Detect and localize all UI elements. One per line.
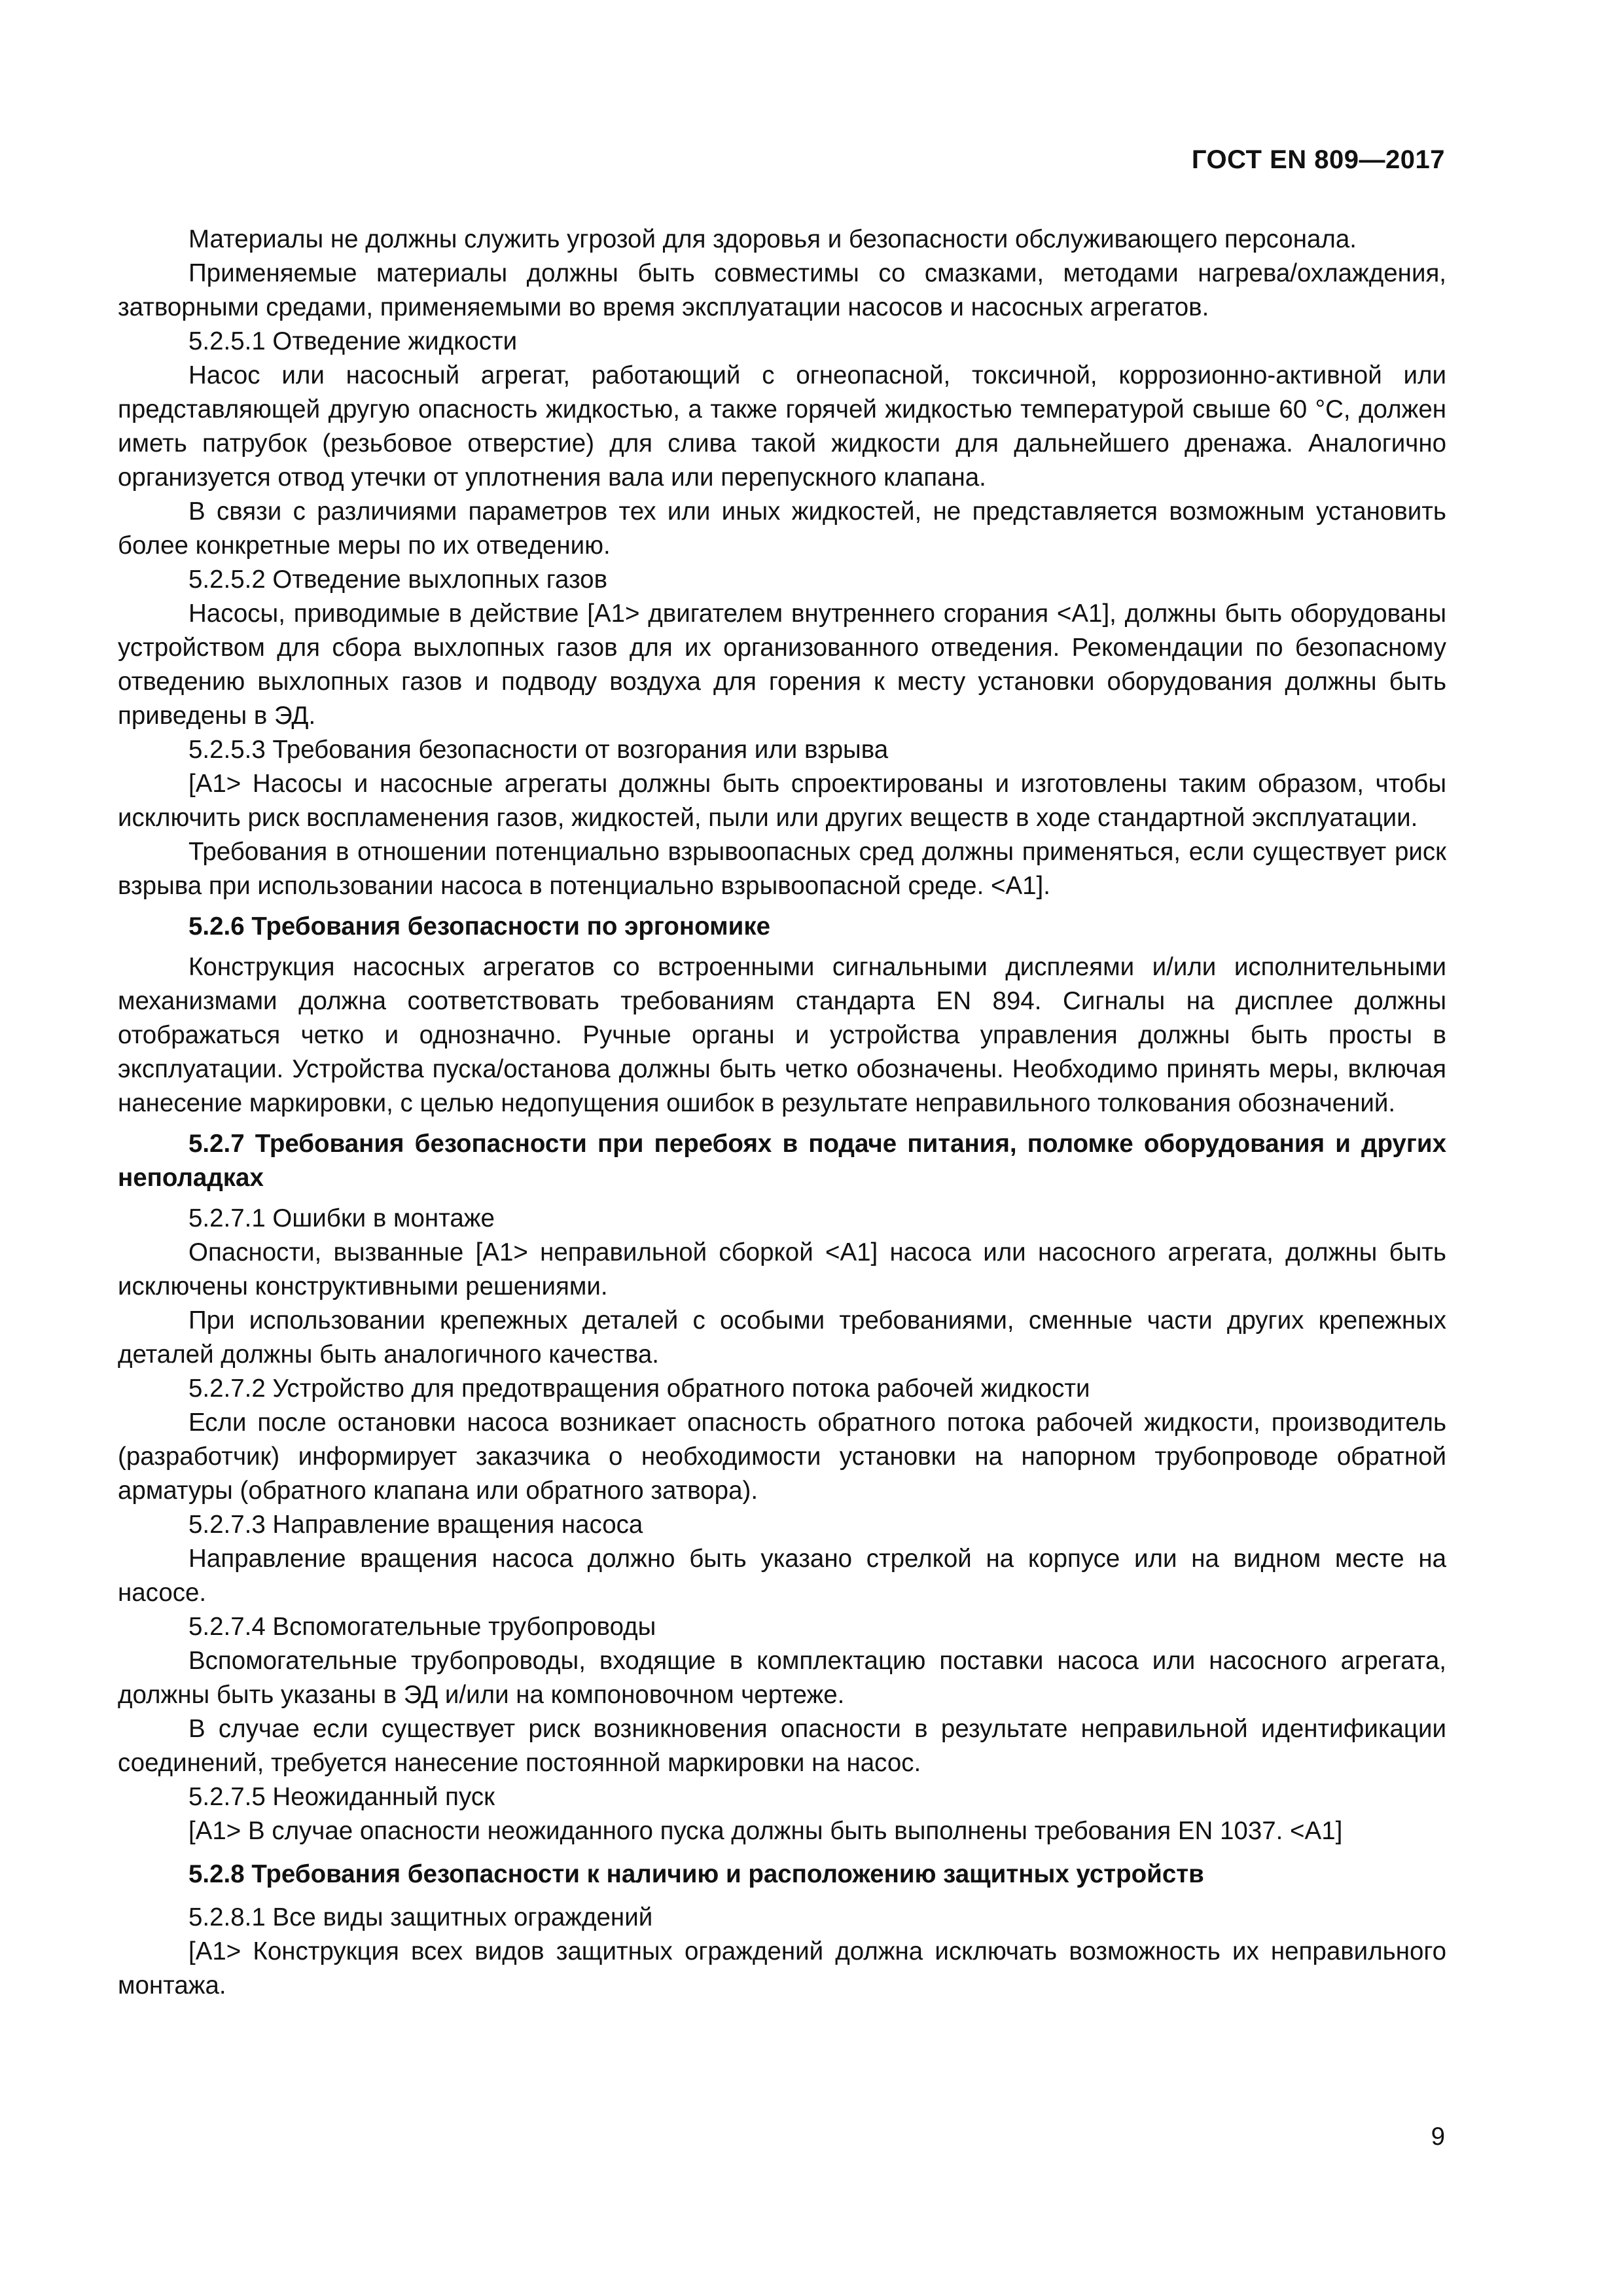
subsection-title: 5.2.5.3 Требования безопасности от возгорания или взрыва (188, 736, 889, 764)
paragraph: В случае если существует риск возникновения опасности в результате неправильной идентификации соединений, требуется нанесение постоянной маркировки на насос. (118, 1715, 1446, 1777)
paragraph: Применяемые материалы должны быть совместимы со смазками, методами нагрева/охлаждения, затворными средами, применяемыми во время эксплуатации насосов и насосных агрегатов. (118, 259, 1446, 321)
section-heading: 5.2.8 Требования безопасности к наличию и расположению защитных устройств (188, 1860, 1204, 1888)
subsection-title: 5.2.8.1 Все виды защитных ограждений (188, 1903, 653, 1931)
paragraph: Насосы, приводимые в действие [А1> двигателем внутреннего сгорания <А1], должны быть оборудованы устройством для сбора выхлопных газов для их организованного отведения. Рекомендации по безопасному отведению выхлопных газов и подводу воздуха для горения к месту установки оборудования должны быть приведены в ЭД. (118, 600, 1446, 730)
paragraph: В связи с различиями параметров тех или иных жидкостей, не представляется возможным установить более конкретные меры по их отведению. (118, 497, 1446, 560)
subsection-title: 5.2.7.1 Ошибки в монтаже (188, 1204, 495, 1232)
paragraph: Материалы не должны служить угрозой для здоровья и безопасности обслуживающего персонала. (188, 225, 1357, 253)
paragraph: Конструкция насосных агрегатов со встроенными сигнальными дисплеями и/или исполнительными механизмами должна соответствовать требованиям стандарта EN 894. Сигналы на дисплее должны отображаться четко и однозначно. Ручные органы и устройства управления должны быть просты в эксплуатации. Устройства пуска/останова должны быть четко обозначены. Необходимо принять меры, включая нанесение маркировки, с целью недопущения ошибок в результате неправильного толкования обозначений. (118, 953, 1446, 1117)
paragraph: Если после остановки насоса возникает опасность обратного потока рабочей жидкости, производитель (разработчик) информирует заказчика о необходимости установки на напорном трубопроводе обратной арматуры (обратного клапана или обратного затвора). (118, 1408, 1446, 1505)
document-body (118, 223, 1446, 2003)
section-heading: 5.2.6 Требования безопасности по эргономике (188, 912, 770, 941)
paragraph: Вспомогательные трубопроводы, входящие в комплектацию поставки насоса или насосного агрегата, должны быть указаны в ЭД и/или на компоновочном чертеже. (118, 1647, 1446, 1709)
document-code-header: ГОСТ EN 809—2017 (1191, 145, 1445, 174)
subsection-title: 5.2.7.4 Вспомогательные трубопроводы (188, 1613, 656, 1641)
paragraph: Направление вращения насоса должно быть указано стрелкой на корпусе или на видном месте на насосе. (118, 1545, 1446, 1607)
paragraph: При использовании крепежных деталей с особыми требованиями, сменные части других крепежных деталей должны быть аналогичного качества. (118, 1306, 1446, 1369)
paragraph: [А1> В случае опасности неожиданного пуска должны быть выполнены требования EN 1037. <А1] (188, 1817, 1343, 1845)
paragraph: Насос или насосный агрегат, работающий с огнеопасной, токсичной, коррозионно-активной или представляющей другую опасность жидкостью, а также горячей жидкостью температурой свыше 60 °С, должен иметь патрубок (резьбовое отверстие) для слива такой жидкости для дальнейшего дренажа. Аналогично организуется отвод утечки от уплотнения вала или перепускного клапана. (118, 361, 1446, 492)
subsection-title: 5.2.7.3 Направление вращения насоса (188, 1511, 643, 1539)
section-heading: 5.2.7 Требования безопасности при перебоях в подаче питания, поломке оборудования и других неполадках (118, 1130, 1446, 1192)
page-number: 9 (1431, 2123, 1445, 2151)
paragraph: Требования в отношении потенциально взрывоопасных сред должны применяться, если существует риск взрыва при использовании насоса в потенциально взрывоопасной среде. <А1]. (118, 838, 1446, 900)
subsection-title: 5.2.7.5 Неожиданный пуск (188, 1783, 495, 1811)
paragraph: Опасности, вызванные [А1> неправильной сборкой <А1] насоса или насосного агрегата, должны быть исключены конструктивными решениями. (118, 1238, 1446, 1300)
paragraph: [А1> Конструкция всех видов защитных ограждений должна исключать возможность их неправильного монтажа. (118, 1937, 1446, 2000)
subsection-title: 5.2.5.2 Отведение выхлопных газов (188, 565, 608, 594)
paragraph: [А1> Насосы и насосные агрегаты должны быть спроектированы и изготовлены таким образом, чтобы исключить риск воспламенения газов, жидкостей, пыли или других веществ в ходе стандартной эксплуатации. (118, 770, 1446, 832)
subsection-title: 5.2.7.2 Устройство для предотвращения обратного потока рабочей жидкости (188, 1374, 1090, 1403)
subsection-title: 5.2.5.1 Отведение жидкости (188, 327, 518, 355)
